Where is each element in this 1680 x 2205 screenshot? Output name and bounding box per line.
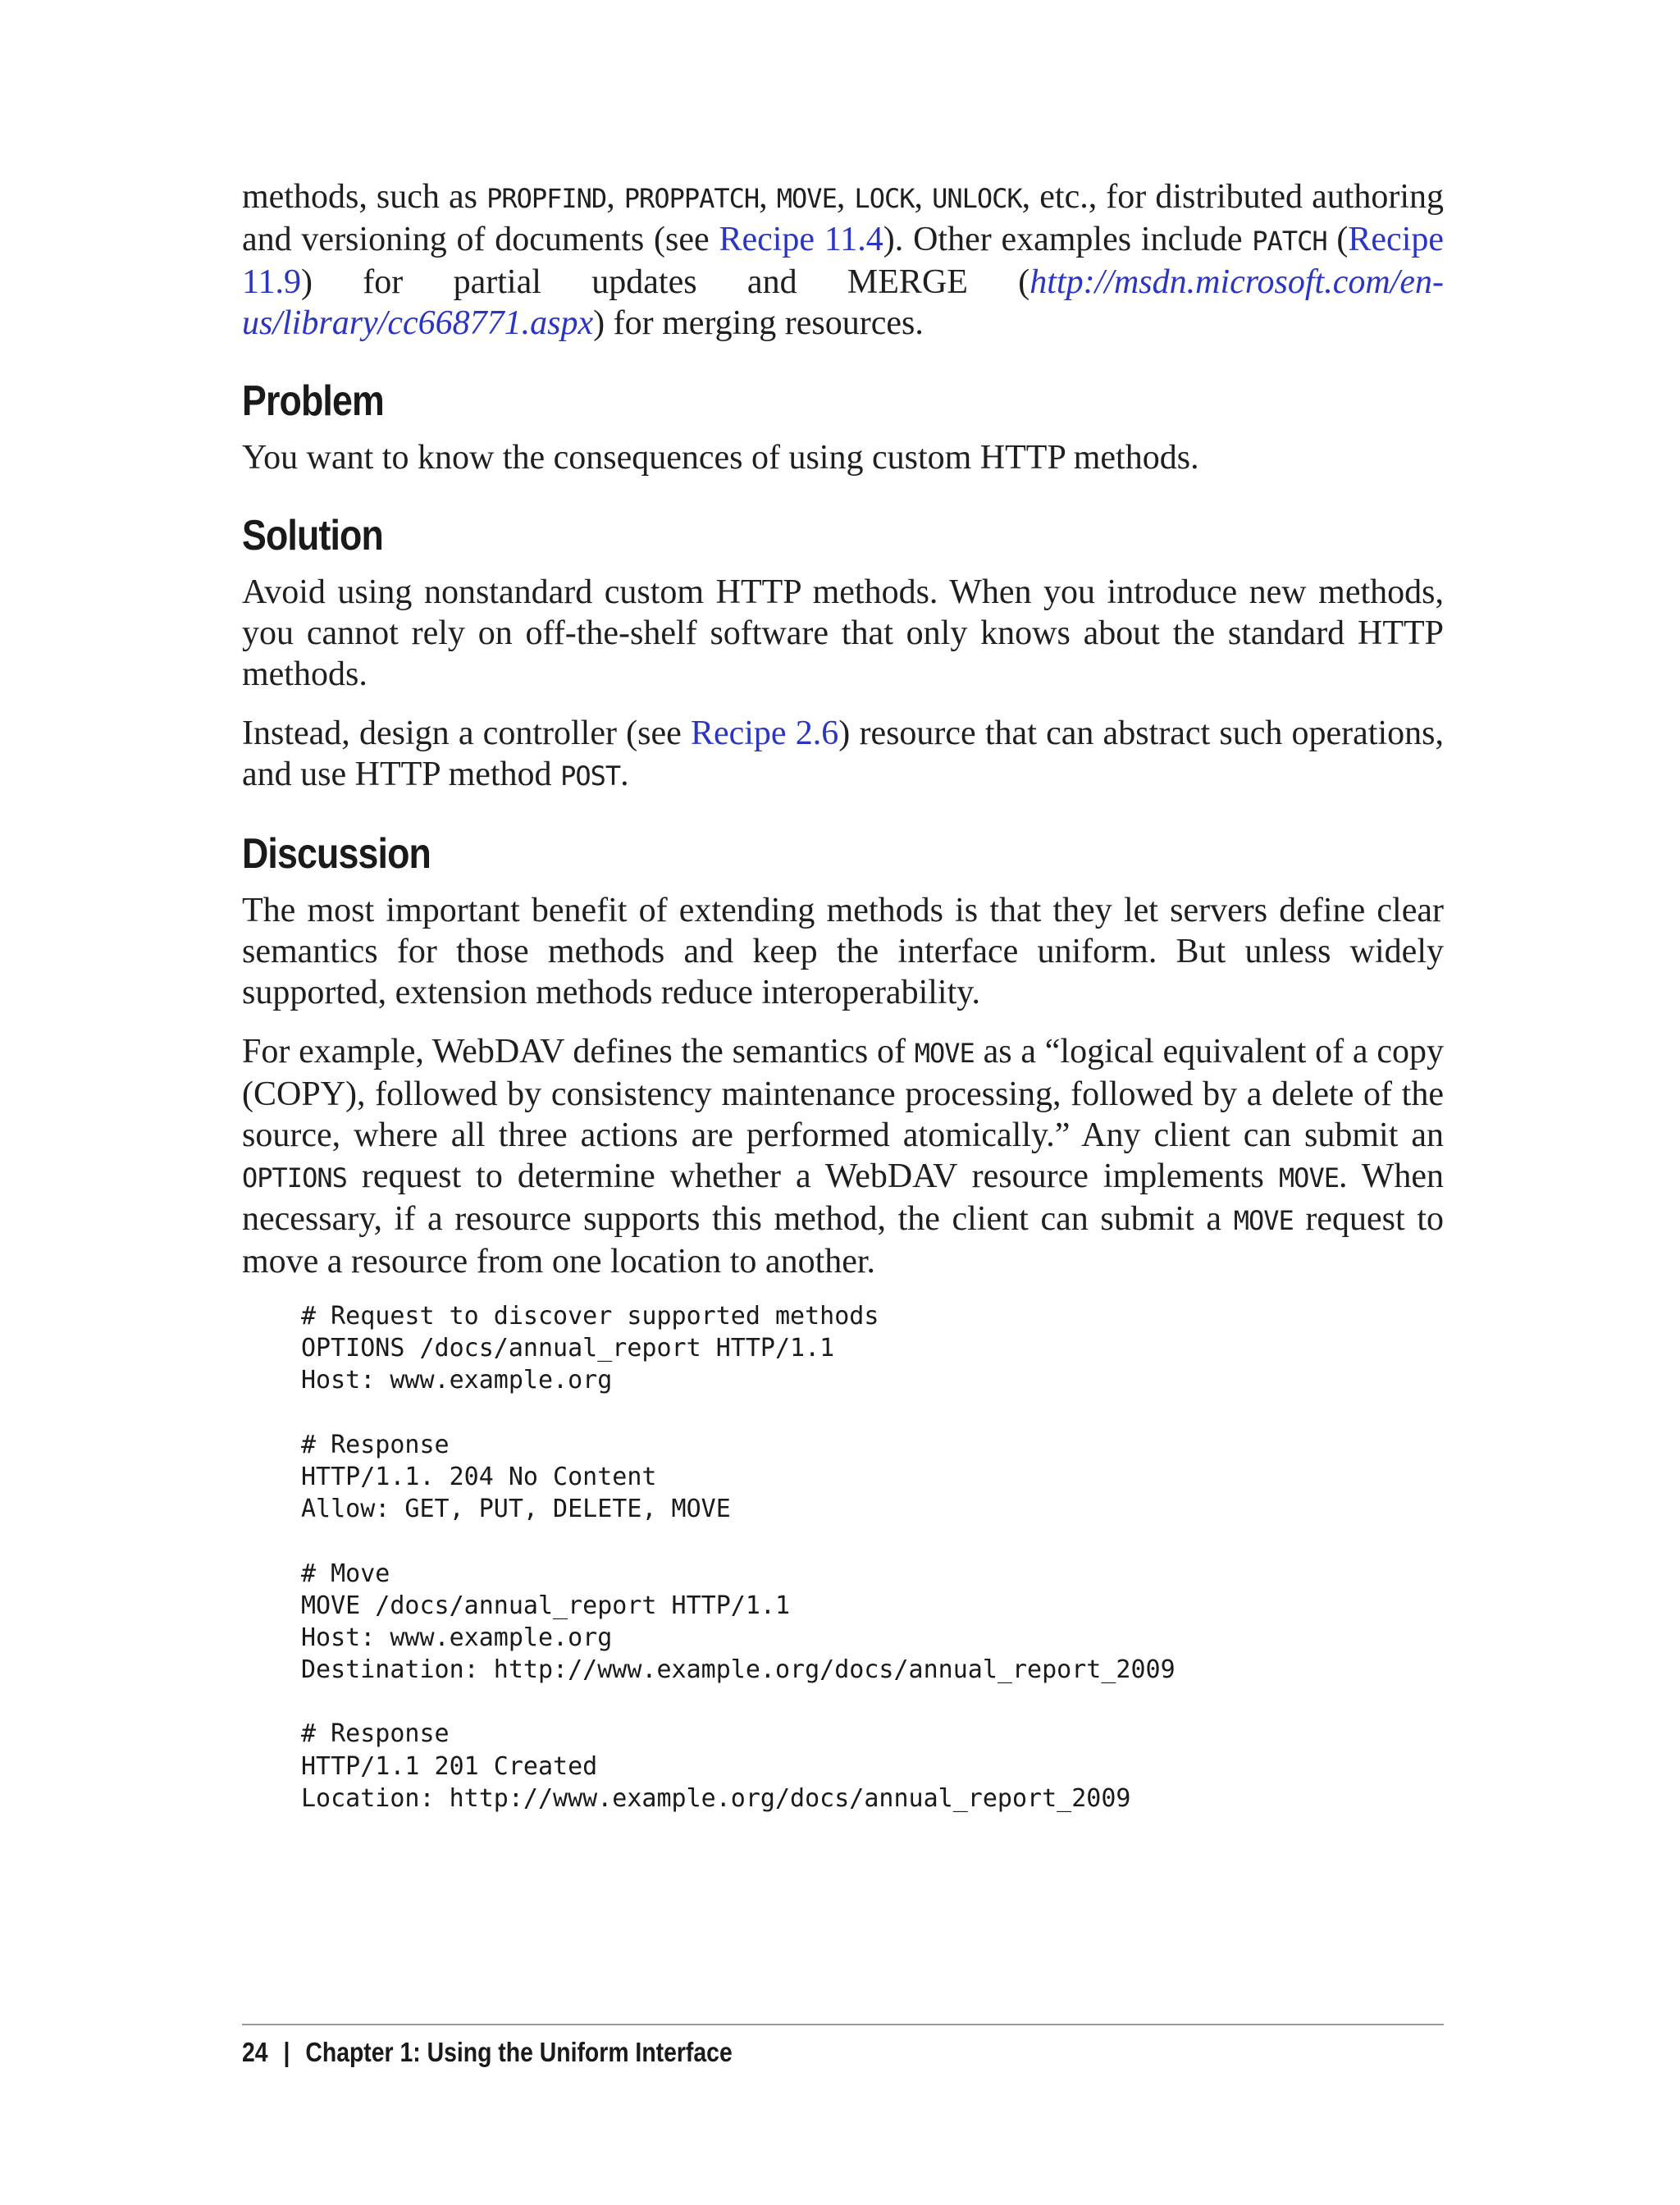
code-line: # Move	[301, 1559, 390, 1588]
text-run: request to determine whether a WebDAV resource implements	[346, 1157, 1279, 1195]
text-run: request to move a resource from one location to another.	[242, 1200, 1445, 1281]
link-msdn-merge[interactable]: http://msdn.microsoft.com/en-us/library/cc668771.aspx	[242, 263, 1444, 342]
footer-separator: |	[283, 2037, 290, 2067]
code-line: Host: www.example.org	[301, 1623, 613, 1652]
text-run: ) resource that can abstract such operations, and use HTTP method	[242, 714, 1444, 793]
code-line: Host: www.example.org	[301, 1366, 613, 1395]
heading-solution: Solution	[242, 512, 383, 559]
code-patch: PATCH	[1252, 226, 1327, 257]
text-run: ) for partial updates and MERGE (	[300, 263, 1030, 301]
code-line	[301, 1525, 1444, 1557]
code-line	[301, 1397, 1444, 1429]
text-run: ). Other examples include	[883, 221, 1253, 258]
code-line: # Request to discover supported methods	[301, 1302, 879, 1331]
text-run: ) for merging resources.	[593, 304, 924, 342]
heading-problem: Problem	[242, 377, 384, 425]
intro-paragraph	[242, 176, 1444, 344]
code-line: Destination: http://www.example.org/docs/annual_report_2009	[301, 1655, 1176, 1685]
link-recipe-2-6[interactable]: Recipe 2.6	[690, 714, 839, 752]
solution-paragraph-1: Avoid using nonstandard custom HTTP methods. When you introduce new methods, you cannot rely on off-the-shelf software that only knows about the standard HTTP methods.	[242, 573, 1444, 693]
code-line: # Response	[301, 1430, 450, 1459]
code-proppatch: PROPPATCH	[623, 183, 760, 214]
text-run: methods, such as	[242, 178, 487, 216]
code-line: Location: http://www.example.org/docs/annual_report_2009	[301, 1783, 1131, 1813]
code-post: POST	[560, 760, 621, 792]
problem-paragraph: You want to know the consequences of using custom HTTP methods.	[242, 439, 1199, 477]
text-run: .	[620, 756, 629, 793]
text-run: ,	[606, 178, 624, 216]
text-run: . When necessary, if a resource supports this method, the client can submit a	[242, 1157, 1444, 1238]
text-run: as a “logical equivalent of a copy (COPY), followed by consistency maintenance processing, followed by a delete of the source, where all three actions are performed atomically.” Any client can submit an	[242, 1033, 1444, 1154]
code-block	[301, 1300, 1444, 1815]
solution-paragraph-2	[242, 713, 1444, 797]
discussion-paragraph-1: The most important benefit of extending methods is that they let servers define clear semantics for those methods and keep the interface uniform. But unless widely supported, extension methods reduce interoperability.	[242, 892, 1444, 1011]
code-move: MOVE	[776, 183, 837, 214]
page-footer	[242, 2034, 733, 2070]
link-recipe-11-9[interactable]: Recipe 11.9	[242, 221, 1444, 301]
text-run: ,	[836, 178, 855, 216]
chapter-title: Chapter 1: Using the Uniform Interface	[305, 2037, 733, 2067]
text-run: For example, WebDAV defines the semantics of	[242, 1033, 915, 1071]
text-run: (	[1326, 221, 1349, 258]
page-body	[242, 176, 1444, 1815]
footer-divider	[242, 2024, 1444, 2025]
discussion-paragraph-2	[242, 1031, 1444, 1282]
code-line: MOVE /docs/annual_report HTTP/1.1	[301, 1591, 791, 1620]
text-run: ,	[759, 178, 777, 216]
code-propfind: PROPFIND	[486, 183, 607, 214]
code-line: OPTIONS /docs/annual_report HTTP/1.1	[301, 1334, 835, 1363]
code-line	[301, 1686, 1444, 1718]
link-recipe-11-4[interactable]: Recipe 11.4	[719, 221, 883, 258]
code-line: # Response	[301, 1719, 450, 1749]
code-move: MOVE	[1278, 1162, 1339, 1194]
code-line: HTTP/1.1 201 Created	[301, 1751, 598, 1781]
page-number: 24	[242, 2037, 268, 2067]
text-run: ,	[914, 178, 933, 216]
code-lock: LOCK	[854, 183, 915, 214]
heading-discussion: Discussion	[242, 830, 431, 878]
text-run: , etc., for distributed authoring and versioning of documents (see	[242, 178, 1445, 258]
code-line: HTTP/1.1. 204 No Content	[301, 1462, 657, 1491]
code-line: Allow: GET, PUT, DELETE, MOVE	[301, 1495, 731, 1524]
text-run: Instead, design a controller (see	[242, 714, 691, 752]
code-options: OPTIONS	[242, 1162, 347, 1194]
code-unlock: UNLOCK	[932, 183, 1022, 214]
code-move: MOVE	[914, 1038, 975, 1069]
code-move: MOVE	[1233, 1205, 1294, 1236]
